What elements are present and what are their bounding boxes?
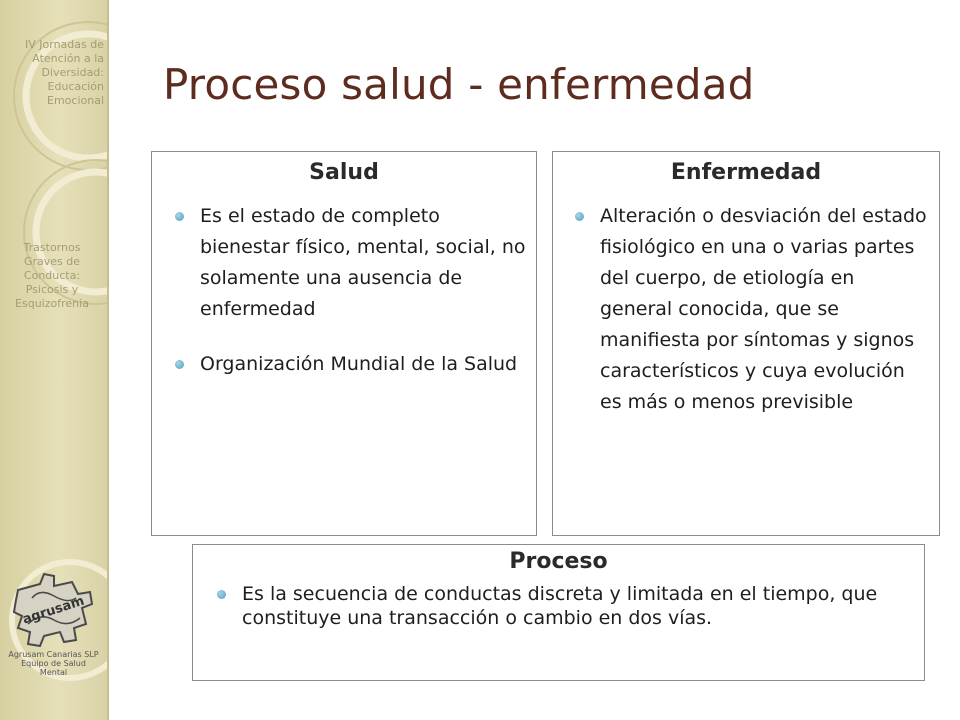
bullet-text: Alteración o desviación del estado fisiológico en una o varias partes del cuerpo, de etiología en general conocida, que se manifiesta por síntomas y signos característicos y cuya evolución es más o menos previsible — [600, 205, 927, 413]
sidebar-topic-line: Esquizofrenia — [15, 297, 89, 310]
proceso-bullet-list — [193, 582, 924, 630]
salud-bullet-list — [152, 201, 536, 380]
salud-heading: Salud — [309, 160, 379, 185]
sidebar-event-line: IV Jornadas de — [25, 38, 104, 51]
bullet-dot-icon — [217, 590, 226, 599]
sidebar-event-line: Educación — [47, 80, 104, 93]
list-item — [600, 201, 931, 418]
enfermedad-bullet-list — [553, 201, 939, 418]
sidebar-topic-line: Graves de — [23, 255, 81, 268]
sidebar-topic — [0, 241, 104, 311]
sidebar-event-line: Atención a la — [32, 52, 104, 65]
list-item — [242, 582, 904, 630]
agrusam-logo — [10, 568, 98, 654]
list-item — [200, 201, 528, 325]
sidebar-topic-line: Psicosis y — [25, 283, 79, 296]
enfermedad-heading: Enfermedad — [670, 160, 822, 185]
logo-caption — [0, 650, 107, 677]
sidebar-event-title — [0, 38, 104, 108]
salud-box — [151, 151, 537, 536]
sidebar-event-line: Diversidad: — [41, 66, 104, 79]
logo-caption-line: Agrusam Canarias SLP — [8, 650, 99, 659]
logo-lettering: agrusam — [20, 593, 87, 628]
proceso-heading: Proceso — [509, 549, 608, 574]
sidebar-topic-line: Conducta: — [23, 269, 81, 282]
sidebar-topic-line: Trastornos — [23, 241, 81, 254]
logo-caption-line: Equipo de Salud — [21, 659, 86, 668]
puzzle-logo-icon — [10, 568, 98, 654]
bullet-dot-icon — [175, 360, 184, 369]
bullet-text: Es el estado de completo bienestar físico, mental, social, no solamente una ausencia de enfermedad — [200, 205, 526, 320]
list-item — [200, 349, 528, 380]
logo-caption-line: Mental — [39, 668, 68, 677]
sidebar — [0, 0, 109, 720]
bullet-text: Es la secuencia de conductas discreta y limitada en el tiempo, que constituye una transacción o cambio en dos vías. — [242, 583, 878, 629]
bullet-text: Organización Mundial de la Salud — [200, 353, 518, 375]
bullet-dot-icon — [575, 212, 584, 221]
slide-title: Proceso salud - enfermedad — [163, 60, 755, 109]
proceso-box — [192, 544, 925, 681]
enfermedad-box — [552, 151, 940, 536]
sidebar-event-line: Emocional — [47, 94, 104, 107]
bullet-dot-icon — [175, 212, 184, 221]
